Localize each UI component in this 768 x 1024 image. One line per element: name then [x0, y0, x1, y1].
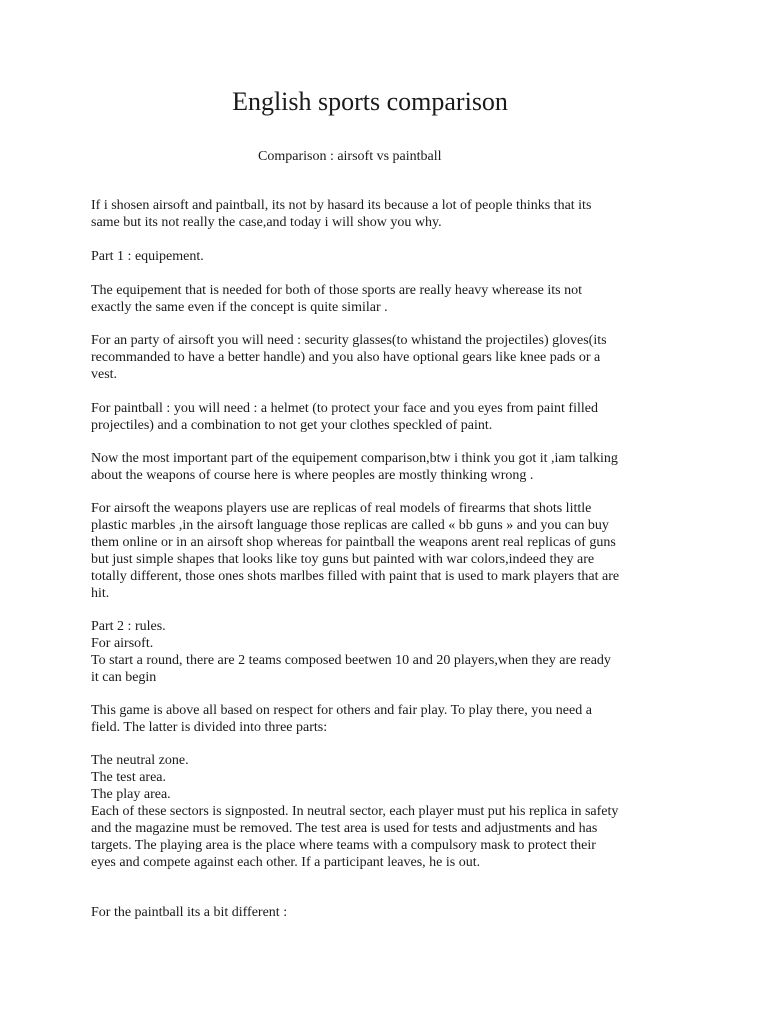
- paragraph-zones: The neutral zone. The test area. The play area. Each of these sectors is signposted. In neutral sector, each player must put his replica in safety and the magazine must be removed. The test area is used for tests and adjustments and has targets. The playing area is the place where teams with a compulsory mask to protect their eyes and compete against each other. If a participant leaves, he is out.: [91, 753, 619, 870]
- paragraph-paintball-rules: For the paintball its a bit different :: [91, 905, 288, 920]
- paragraph-intro: If i shosen airsoft and paintball, its not by hasard its because a lot of people thinks that its same but its not really the case,and today i will show you why.: [91, 198, 592, 230]
- paragraph-airsoft-gear: For an party of airsoft you will need : security glasses(to whistand the projectiles) gloves(its recommanded to have a better handle) and you also have optional gears like knee pads or a vest.: [91, 333, 607, 382]
- heading-part-1: Part 1 : equipement.: [91, 249, 204, 264]
- paragraph-weapons-intro: Now the most important part of the equipement comparison,btw i think you got it ,iam talking about the weapons of course here is where peoples are mostly thinking wrong .: [91, 451, 618, 483]
- paragraph-weapons: For airsoft the weapons players use are replicas of real models of firearms that shots little plastic marbles ,in the airsoft language those replicas are called « bb guns » and you can buy them online or in an airsoft shop whereas for paintball the weapons arent real replicas of guns but just simple shapes that looks like toy guns but painted with war colors,indeed they are totally different, those ones shots marlbes filled with paint that is used to mark players that are hit.: [91, 501, 620, 601]
- paragraph-part-2-rules: Part 2 : rules. For airsoft. To start a round, there are 2 teams composed beetwen 10 and 20 players,when they are ready it can begin: [91, 619, 611, 685]
- paragraph-paintball-gear: For paintball : you will need : a helmet (to protect your face and you eyes from paint filled projectiles) and a combination to not get your clothes speckled of paint.: [91, 401, 598, 433]
- paragraph-equipment: The equipement that is needed for both of those sports are really heavy wherease its not exactly the same even if the concept is quite similar .: [91, 283, 583, 315]
- document-title: English sports comparison: [232, 87, 508, 116]
- document-subtitle: Comparison : airsoft vs paintball: [258, 149, 442, 164]
- paragraph-fair-play: This game is above all based on respect for others and fair play. To play there, you need a field. The latter is divided into three parts:: [91, 703, 592, 735]
